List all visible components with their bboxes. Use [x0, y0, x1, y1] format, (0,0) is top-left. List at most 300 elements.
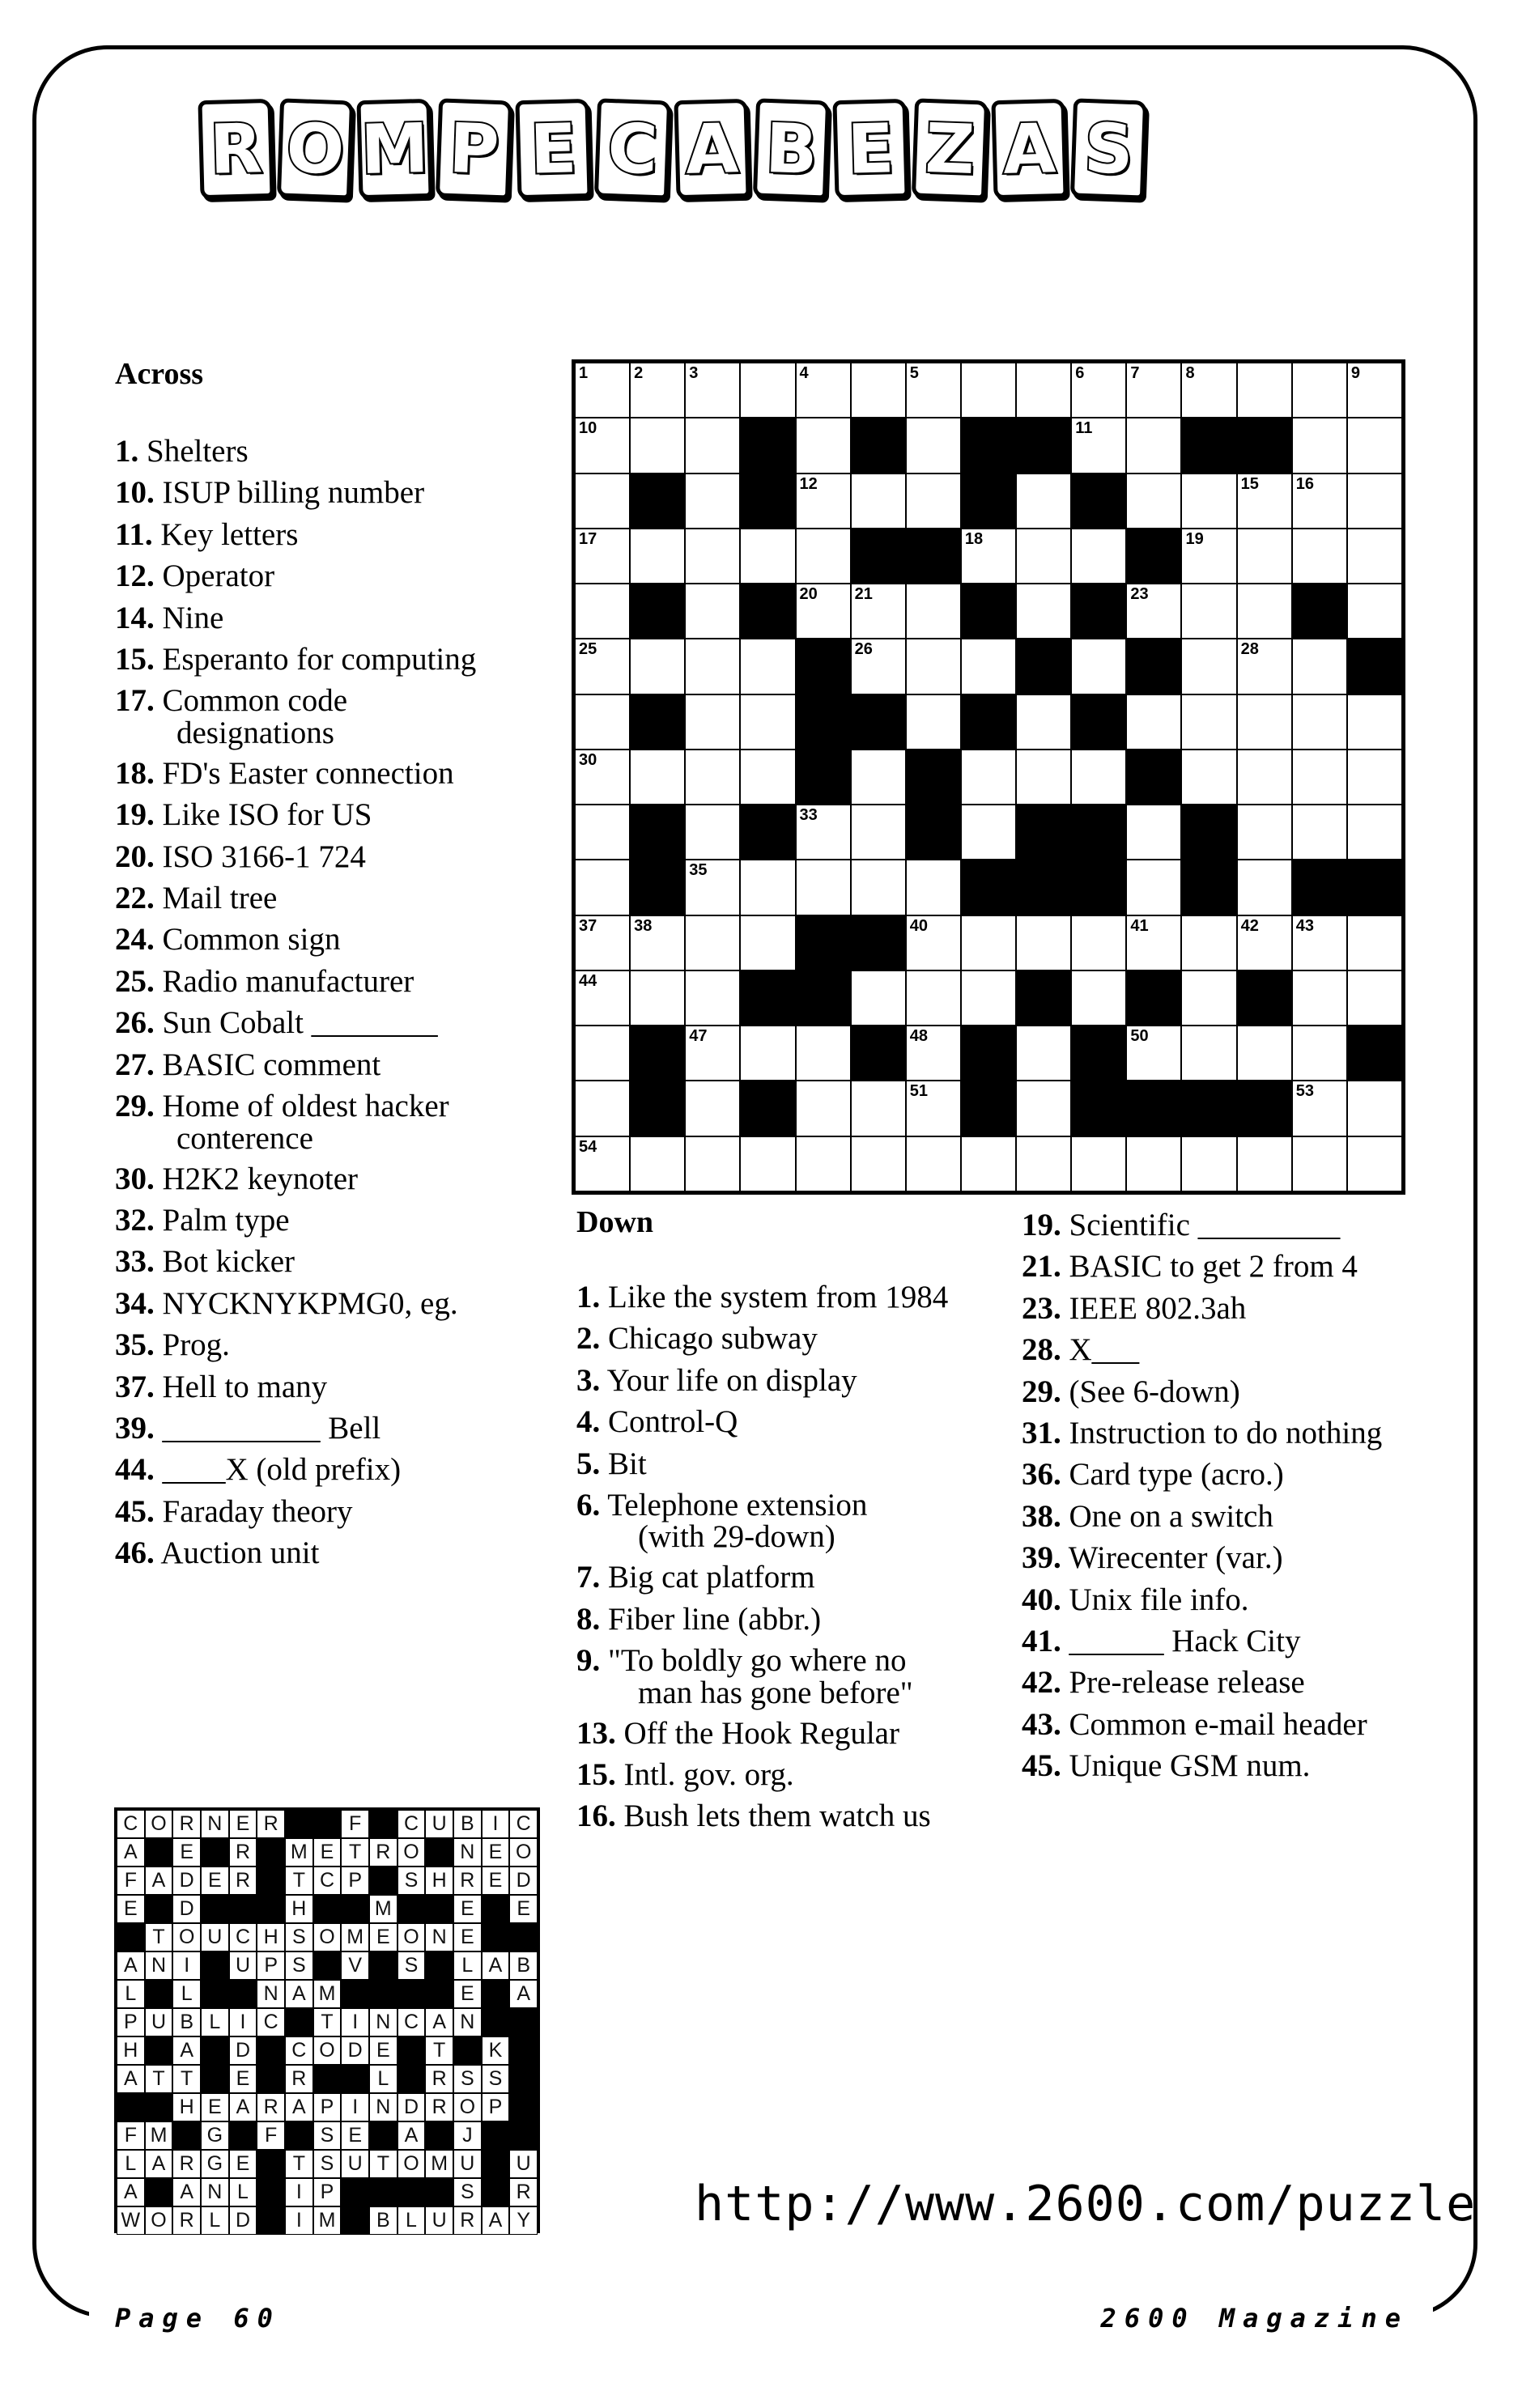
grid-cell[interactable] — [575, 474, 630, 529]
clue-number: 25. — [115, 963, 155, 999]
grid-cell[interactable] — [961, 750, 1016, 805]
clue-text: Radio manufacturer — [162, 963, 415, 999]
clue-number: 32. — [115, 1202, 155, 1238]
grid-cell[interactable] — [740, 639, 795, 694]
grid-cell[interactable] — [1237, 1136, 1292, 1191]
grid-cell[interactable] — [1292, 639, 1347, 694]
grid-cell[interactable] — [1237, 750, 1292, 805]
clue-number: 40. — [1022, 1582, 1061, 1617]
black-square — [796, 970, 851, 1026]
solution-black-square — [398, 2178, 426, 2206]
black-square — [1071, 1026, 1126, 1081]
cell-number: 53 — [1295, 1082, 1314, 1101]
cell-number: 37 — [579, 916, 597, 935]
clue-number: 22. — [115, 881, 155, 916]
grid-cell[interactable] — [1126, 860, 1181, 915]
clue-item — [115, 1491, 536, 1532]
solution-cell: M — [313, 1980, 342, 2008]
grid-cell[interactable] — [1016, 915, 1071, 970]
grid-cell[interactable] — [740, 1136, 795, 1191]
solution-cell: H — [257, 1923, 285, 1951]
grid-cell[interactable] — [906, 915, 961, 970]
clue-text: Mail tree — [162, 881, 278, 916]
grid-cell[interactable] — [851, 970, 906, 1026]
grid-cell[interactable] — [685, 1081, 740, 1136]
clue-item — [576, 1713, 1014, 1754]
clue-text: Instruction to do nothing — [1069, 1416, 1383, 1451]
grid-cell[interactable] — [906, 1026, 961, 1081]
grid-cell[interactable] — [851, 860, 906, 915]
title-letter-tile — [356, 99, 432, 199]
grid-cell[interactable] — [796, 584, 851, 639]
cell-number: 11 — [1075, 419, 1093, 438]
clue-item — [115, 1158, 536, 1200]
solution-cell: D — [229, 2036, 257, 2065]
grid-cell[interactable] — [961, 529, 1016, 584]
solution-cell: G — [201, 2121, 229, 2150]
solution-black-square — [201, 1895, 229, 1923]
grid-cell[interactable] — [685, 1136, 740, 1191]
clue-number: 9. — [576, 1643, 601, 1679]
black-square — [961, 694, 1016, 750]
grid-cell[interactable] — [1292, 970, 1347, 1026]
solution-black-square — [257, 2065, 285, 2093]
grid-cell[interactable] — [961, 805, 1016, 860]
solution-black-square — [229, 1980, 257, 2008]
solution-cell: C — [285, 2036, 313, 2065]
solution-cell: A — [285, 2093, 313, 2121]
grid-cell[interactable] — [1016, 1081, 1071, 1136]
grid-cell[interactable] — [796, 860, 851, 915]
page-number: Page 60 — [107, 2304, 289, 2333]
grid-cell[interactable] — [906, 584, 961, 639]
grid-cell[interactable] — [1292, 750, 1347, 805]
grid-cell[interactable] — [1347, 970, 1402, 1026]
solution-cell: A — [117, 1838, 145, 1867]
clue-number: 33. — [115, 1244, 155, 1280]
grid-cell[interactable] — [1347, 584, 1402, 639]
black-square — [851, 915, 906, 970]
grid-cell[interactable] — [961, 1136, 1016, 1191]
grid-cell[interactable] — [796, 1081, 851, 1136]
solution-cell: I — [229, 2008, 257, 2036]
grid-cell[interactable] — [1181, 970, 1236, 1026]
clue-number: 45. — [1022, 1748, 1061, 1784]
grid-cell[interactable] — [575, 363, 630, 418]
grid-cell[interactable] — [1181, 1136, 1236, 1191]
grid-cell[interactable] — [1016, 584, 1071, 639]
grid-cell[interactable] — [740, 1026, 795, 1081]
solution-cell: O — [509, 1838, 538, 1867]
grid-cell[interactable] — [685, 1026, 740, 1081]
clue-item — [576, 1443, 1014, 1484]
grid-cell[interactable] — [1347, 418, 1402, 473]
solution-black-square — [117, 2093, 145, 2121]
title-letter-tile — [436, 98, 512, 199]
grid-cell[interactable] — [1181, 1026, 1236, 1081]
grid-cell[interactable] — [1126, 418, 1181, 473]
grid-cell[interactable] — [1181, 915, 1236, 970]
black-square — [961, 1026, 1016, 1081]
grid-cell[interactable] — [1292, 363, 1347, 418]
grid-cell[interactable] — [575, 1136, 630, 1191]
solution-cell: I — [341, 2008, 369, 2036]
grid-cell[interactable] — [685, 694, 740, 750]
grid-cell[interactable] — [1237, 529, 1292, 584]
solution-cell: T — [341, 1838, 369, 1867]
grid-cell[interactable] — [1126, 584, 1181, 639]
clue-number: 31. — [1022, 1416, 1061, 1451]
cell-number: 6 — [1075, 364, 1085, 382]
solution-cell: P — [341, 1867, 369, 1895]
grid-cell[interactable] — [630, 418, 685, 473]
grid-cell[interactable] — [1181, 529, 1236, 584]
grid-cell[interactable] — [1292, 805, 1347, 860]
grid-cell[interactable] — [961, 363, 1016, 418]
grid-cell[interactable] — [685, 750, 740, 805]
grid-cell[interactable] — [796, 1136, 851, 1191]
grid-cell[interactable] — [1016, 1026, 1071, 1081]
puzzle-url[interactable]: http://www.2600.com/puzzle — [695, 2176, 1477, 2232]
grid-cell[interactable] — [685, 805, 740, 860]
grid-cell[interactable] — [796, 363, 851, 418]
clue-text: Faraday theory — [162, 1493, 353, 1529]
solution-cell: L — [201, 2206, 229, 2235]
clue-text: Key letters — [160, 516, 299, 552]
grid-cell[interactable] — [1016, 474, 1071, 529]
grid-cell[interactable] — [1181, 694, 1236, 750]
grid-cell[interactable] — [851, 1081, 906, 1136]
solution-black-square — [145, 1980, 173, 2008]
title-letter: E — [846, 108, 895, 189]
grid-cell[interactable] — [630, 970, 685, 1026]
clue-item — [115, 431, 536, 472]
solution-black-square — [145, 2178, 173, 2206]
grid-cell[interactable] — [1016, 1136, 1071, 1191]
grid-cell[interactable] — [685, 970, 740, 1026]
cell-number: 2 — [634, 364, 644, 382]
solution-cell: B — [509, 1951, 538, 1980]
solution-cell: T — [369, 2150, 398, 2178]
grid-cell[interactable] — [1016, 694, 1071, 750]
clue-item — [115, 836, 536, 877]
grid-cell[interactable] — [1237, 694, 1292, 750]
grid-cell[interactable] — [630, 1136, 685, 1191]
clue-item — [115, 1200, 536, 1241]
grid-cell[interactable] — [961, 915, 1016, 970]
clue-number: 38. — [1022, 1498, 1061, 1534]
solution-cell: A — [117, 2178, 145, 2206]
grid-cell[interactable] — [685, 418, 740, 473]
clue-text: __________ Bell — [162, 1410, 381, 1446]
grid-cell[interactable] — [1237, 363, 1292, 418]
grid-cell[interactable] — [906, 1136, 961, 1191]
solution-cell: T — [313, 2008, 342, 2036]
down-clue-list — [576, 1276, 1014, 1837]
solution-cell: N — [201, 1810, 229, 1838]
black-square — [1126, 970, 1181, 1026]
grid-cell[interactable] — [685, 860, 740, 915]
grid-cell[interactable] — [685, 639, 740, 694]
black-square — [1126, 1081, 1181, 1136]
solution-cell: O — [145, 1810, 173, 1838]
solution-black-square — [229, 2121, 257, 2150]
grid-cell[interactable] — [851, 805, 906, 860]
clue-item — [1022, 1371, 1443, 1412]
clue-text: Unix file info. — [1069, 1582, 1249, 1617]
grid-cell[interactable] — [1181, 639, 1236, 694]
grid-cell[interactable] — [1016, 363, 1071, 418]
grid-cell[interactable] — [1347, 1136, 1402, 1191]
grid-cell[interactable] — [851, 639, 906, 694]
grid-cell[interactable] — [630, 529, 685, 584]
grid-cell[interactable] — [1237, 860, 1292, 915]
black-square — [1237, 970, 1292, 1026]
grid-cell[interactable] — [630, 750, 685, 805]
grid-cell[interactable] — [1126, 1136, 1181, 1191]
grid-cell[interactable] — [1126, 694, 1181, 750]
grid-cell[interactable] — [1071, 418, 1126, 473]
solution-cell: R — [453, 1867, 482, 1895]
solution-black-square — [257, 1867, 285, 1895]
grid-cell[interactable] — [961, 970, 1016, 1026]
solution-black-square — [369, 1810, 398, 1838]
grid-cell[interactable] — [575, 750, 630, 805]
solution-black-square — [425, 1895, 453, 1923]
black-square — [1347, 639, 1402, 694]
grid-cell[interactable] — [685, 474, 740, 529]
clue-text: IEEE 802.3ah — [1069, 1290, 1247, 1326]
black-square — [796, 639, 851, 694]
grid-cell[interactable] — [685, 529, 740, 584]
clue-text: X___ — [1069, 1332, 1140, 1368]
grid-cell[interactable] — [851, 750, 906, 805]
grid-cell[interactable] — [740, 363, 795, 418]
grid-cell[interactable] — [1347, 529, 1402, 584]
grid-cell[interactable] — [1347, 363, 1402, 418]
grid-cell[interactable] — [906, 860, 961, 915]
grid-cell[interactable] — [1237, 639, 1292, 694]
grid-cell[interactable] — [1126, 474, 1181, 529]
clue-text: BASIC comment — [162, 1047, 381, 1082]
solution-cell: C — [398, 2008, 426, 2036]
grid-cell[interactable] — [1181, 584, 1236, 639]
cell-number: 44 — [579, 971, 597, 990]
clue-item — [115, 753, 536, 794]
solution-cell: R — [509, 2178, 538, 2206]
solution-cell: U — [425, 1810, 453, 1838]
black-square — [740, 970, 795, 1026]
grid-cell[interactable] — [740, 860, 795, 915]
grid-cell[interactable] — [906, 970, 961, 1026]
grid-cell[interactable] — [1126, 805, 1181, 860]
solution-cell: F — [117, 2121, 145, 2150]
grid-cell[interactable] — [1292, 529, 1347, 584]
grid-cell[interactable] — [575, 694, 630, 750]
grid-cell[interactable] — [1347, 474, 1402, 529]
solution-black-square — [201, 1838, 229, 1867]
clue-text: Unique GSM num. — [1069, 1748, 1311, 1784]
grid-cell[interactable] — [906, 639, 961, 694]
solution-cell: R — [257, 2093, 285, 2121]
grid-cell[interactable] — [1237, 1026, 1292, 1081]
black-square — [1347, 1026, 1402, 1081]
solution-black-square — [482, 1895, 510, 1923]
grid-cell[interactable] — [630, 639, 685, 694]
clue-text: Prog. — [162, 1327, 230, 1363]
grid-cell[interactable] — [796, 529, 851, 584]
grid-cell[interactable] — [575, 1026, 630, 1081]
clue-text: Telephone extension — [607, 1488, 868, 1523]
solution-cell: R — [257, 1810, 285, 1838]
clue-number: 26. — [115, 1005, 155, 1041]
grid-cell[interactable] — [1016, 750, 1071, 805]
grid-cell[interactable] — [1071, 363, 1126, 418]
grid-cell[interactable] — [906, 694, 961, 750]
grid-cell[interactable] — [685, 915, 740, 970]
grid-cell[interactable] — [1181, 363, 1236, 418]
grid-cell[interactable] — [961, 639, 1016, 694]
clue-text: Nine — [162, 600, 224, 635]
clue-text: Shelters — [147, 434, 249, 469]
clue-item — [115, 1283, 536, 1324]
solution-cell: U — [201, 1923, 229, 1951]
grid-cell[interactable] — [575, 860, 630, 915]
grid-cell[interactable] — [1292, 1136, 1347, 1191]
grid-cell[interactable] — [575, 805, 630, 860]
grid-cell[interactable] — [1347, 750, 1402, 805]
solution-black-square — [482, 2150, 510, 2178]
grid-cell[interactable] — [1292, 915, 1347, 970]
grid-cell[interactable] — [575, 584, 630, 639]
grid-cell[interactable] — [851, 584, 906, 639]
grid-cell[interactable] — [685, 363, 740, 418]
grid-cell[interactable] — [575, 418, 630, 473]
solution-cell: I — [285, 2206, 313, 2235]
solution-cell: D — [509, 1867, 538, 1895]
cell-number: 30 — [579, 750, 597, 769]
solution-cell: W — [117, 2206, 145, 2235]
grid-cell[interactable] — [1126, 1026, 1181, 1081]
grid-cell[interactable] — [1347, 805, 1402, 860]
black-square — [630, 474, 685, 529]
solution-cell: M — [341, 1923, 369, 1951]
grid-cell[interactable] — [1181, 750, 1236, 805]
solution-cell: H — [285, 1895, 313, 1923]
grid-cell[interactable] — [1126, 363, 1181, 418]
solution-cell: S — [398, 1867, 426, 1895]
clue-number: 14. — [115, 600, 155, 635]
clue-item — [576, 1360, 1014, 1401]
clue-number: 18. — [115, 755, 155, 791]
solution-cell: S — [398, 1951, 426, 1980]
title-letter: Z — [924, 108, 976, 190]
grid-cell[interactable] — [1292, 1026, 1347, 1081]
grid-cell[interactable] — [1071, 529, 1126, 584]
grid-cell[interactable] — [1071, 750, 1126, 805]
grid-cell[interactable] — [740, 529, 795, 584]
clue-item — [576, 1401, 1014, 1442]
grid-cell[interactable] — [796, 1026, 851, 1081]
grid-cell[interactable] — [1071, 915, 1126, 970]
grid-cell[interactable] — [1292, 1081, 1347, 1136]
title-letter-tile — [277, 98, 354, 199]
grid-cell[interactable] — [1237, 584, 1292, 639]
grid-cell[interactable] — [906, 474, 961, 529]
grid-cell[interactable] — [685, 584, 740, 639]
solution-black-square — [257, 2206, 285, 2235]
solution-cell: E — [453, 1923, 482, 1951]
solution-cell: E — [229, 1810, 257, 1838]
clue-number: 46. — [115, 1535, 155, 1571]
grid-cell[interactable] — [575, 915, 630, 970]
grid-cell[interactable] — [796, 418, 851, 473]
grid-cell[interactable] — [1237, 474, 1292, 529]
grid-cell[interactable] — [1126, 915, 1181, 970]
clue-number: 5. — [576, 1446, 601, 1481]
grid-cell[interactable] — [906, 418, 961, 473]
clue-item — [1022, 1329, 1443, 1370]
grid-cell[interactable] — [1237, 805, 1292, 860]
grid-cell[interactable] — [1071, 1136, 1126, 1191]
grid-cell[interactable] — [575, 529, 630, 584]
solution-cell: O — [453, 2093, 482, 2121]
grid-cell[interactable] — [906, 363, 961, 418]
clue-item — [576, 1599, 1014, 1640]
clue-item — [576, 1484, 1014, 1553]
solution-black-square — [398, 1895, 426, 1923]
black-square — [1181, 418, 1236, 473]
grid-cell[interactable] — [1237, 915, 1292, 970]
solution-cell: I — [341, 2093, 369, 2121]
solution-black-square — [425, 1838, 453, 1867]
solution-cell: B — [369, 2206, 398, 2235]
grid-cell[interactable] — [1292, 418, 1347, 473]
grid-cell[interactable] — [630, 915, 685, 970]
grid-cell[interactable] — [1347, 694, 1402, 750]
solution-cell: O — [313, 1923, 342, 1951]
grid-cell[interactable] — [1347, 915, 1402, 970]
grid-cell[interactable] — [796, 805, 851, 860]
solution-cell: S — [285, 1951, 313, 1980]
grid-cell[interactable] — [851, 1136, 906, 1191]
grid-cell[interactable] — [1292, 694, 1347, 750]
grid-cell[interactable] — [630, 363, 685, 418]
clue-text: Common code — [162, 683, 348, 719]
clue-text-continued: designations — [176, 715, 334, 750]
grid-cell[interactable] — [1016, 529, 1071, 584]
grid-cell[interactable] — [575, 970, 630, 1026]
solution-cell: E — [482, 1867, 510, 1895]
grid-cell[interactable] — [1071, 970, 1126, 1026]
grid-cell[interactable] — [851, 363, 906, 418]
grid-cell[interactable] — [740, 750, 795, 805]
solution-cell: D — [398, 2093, 426, 2121]
grid-cell[interactable] — [1292, 474, 1347, 529]
grid-cell[interactable] — [1071, 639, 1126, 694]
grid-cell[interactable] — [1347, 1081, 1402, 1136]
grid-cell[interactable] — [851, 474, 906, 529]
grid-cell[interactable] — [740, 694, 795, 750]
grid-cell[interactable] — [740, 915, 795, 970]
grid-cell[interactable] — [1181, 474, 1236, 529]
grid-cell[interactable] — [796, 474, 851, 529]
grid-cell[interactable] — [575, 1081, 630, 1136]
clue-number: 42. — [1022, 1665, 1061, 1701]
grid-cell[interactable] — [906, 1081, 961, 1136]
grid-cell[interactable] — [575, 639, 630, 694]
solution-cell: N — [201, 2178, 229, 2206]
